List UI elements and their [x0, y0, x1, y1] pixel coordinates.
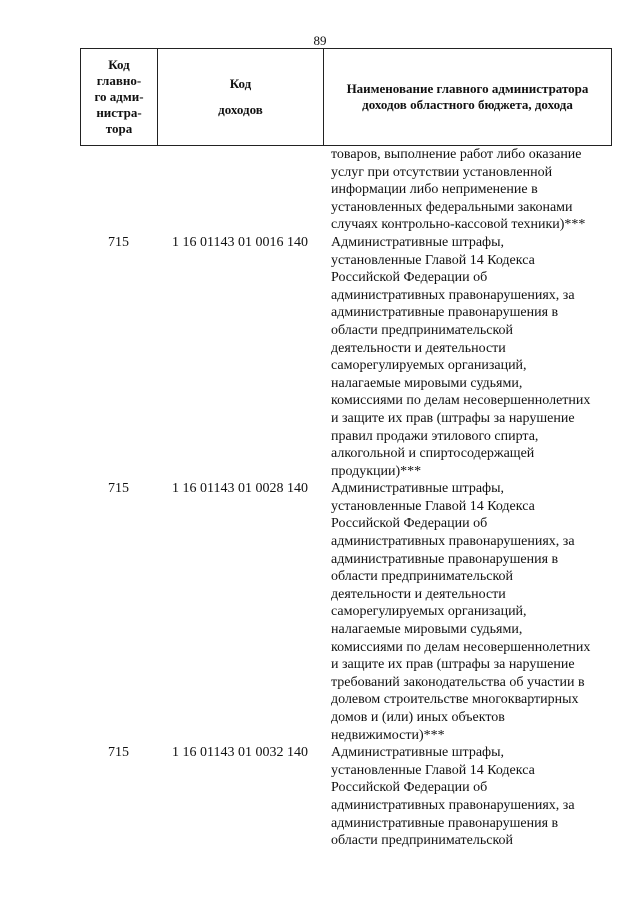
row-admin-code: 715: [108, 481, 129, 497]
row-revenue-code: 1 16 01143 01 0016 140: [172, 234, 308, 250]
header-name: Наименование главного администратора доходов областного бюджета, дохода: [346, 81, 589, 112]
table-header: [80, 48, 612, 146]
row-admin-code: [80, 146, 157, 234]
table-row: [80, 480, 612, 744]
table-body: [80, 146, 612, 850]
header-revenue-code: Код доходов: [158, 49, 324, 145]
page-number: 89: [313, 33, 327, 48]
row-revenue-code: 1 16 01143 01 0032 140: [172, 745, 308, 761]
row-revenue-code: 1 16 01143 01 0028 140: [172, 481, 308, 497]
header-admin-code: Код главно- го адми- нистра- тора: [81, 49, 158, 145]
row-revenue-code: [157, 146, 323, 234]
row-name: Административные штрафы, установленные Главой 14 Кодекса Российской Федерации об административных правонарушениях, за административные правонарушения в области предпринимательской: [331, 745, 575, 849]
row-admin-code: 715: [108, 745, 129, 761]
row-name: Административные штрафы, установленные Главой 14 Кодекса Российской Федерации об административных правонарушениях, за административные правонарушения в области предпринимательской деятельности и деятельности саморегулируемых организаций, налагаемые мировыми судьями, комиссиями по делам несовершеннолетних и защите их прав (штрафы за нарушение правил продажи этилового спирта, алкогольной и спиртосодержащей продукции)***: [331, 234, 591, 479]
row-admin-code: 715: [108, 234, 129, 250]
row-name: товаров, выполнение работ либо оказание услуг при отсутствии установленной информации либо неприменение в установленных федеральными законами случаях контрольно-кассовой техники)***: [331, 147, 586, 233]
table-row: [80, 744, 612, 850]
table-row: [80, 234, 612, 480]
row-name: Административные штрафы, установленные Главой 14 Кодекса Российской Федерации об административных правонарушениях, за административные правонарушения в области предпринимательской деятельности и деятельности саморегулируемых организаций, налагаемые мировыми судьями, комиссиями по делам несовершеннолетних и защите их прав (штрафы за нарушение требований законодательства об участии в долевом строительстве многоквартирных домов и (или) иных объектов недвижимости)***: [331, 481, 591, 743]
table-row: [80, 146, 612, 234]
